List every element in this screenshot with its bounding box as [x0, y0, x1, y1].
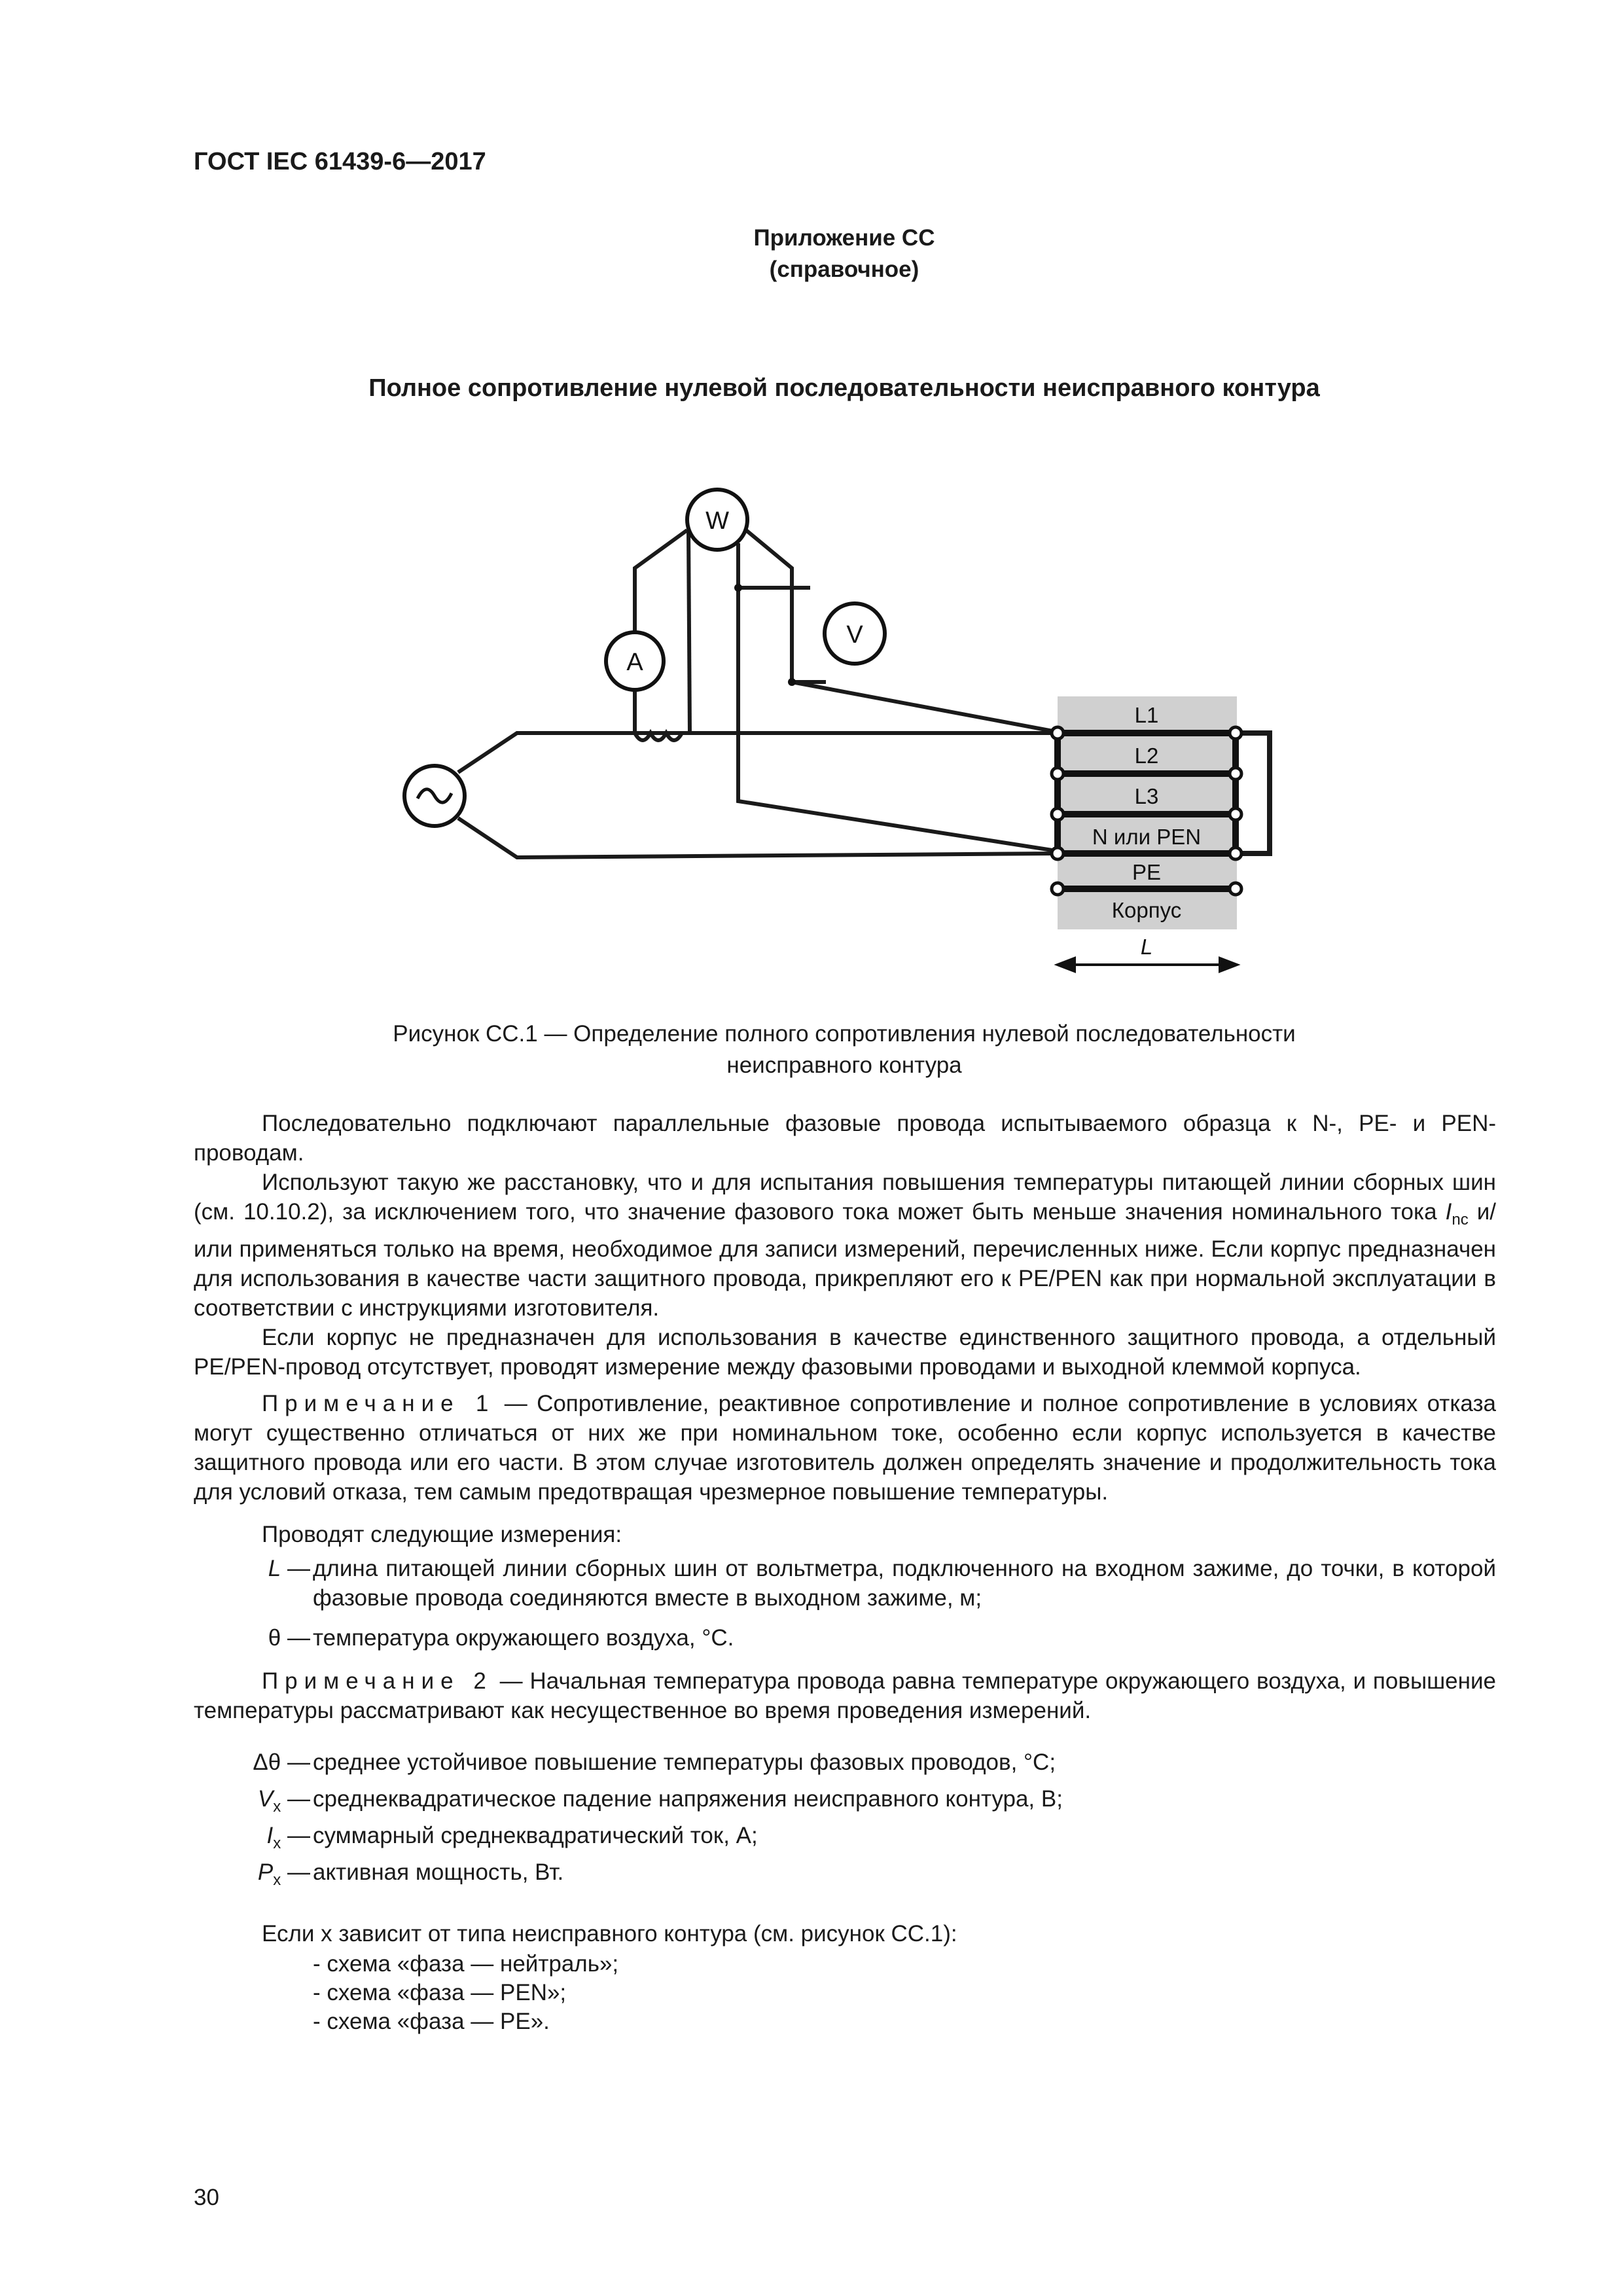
- note-2: [194, 1666, 1496, 1725]
- page-number: 30: [194, 2185, 219, 2210]
- def-symbol-delta-theta: Δθ: [253, 1749, 281, 1775]
- conductor-label-l1: L1: [1134, 703, 1159, 727]
- def-symbol-l: L: [268, 1556, 281, 1581]
- def-symbol-theta: θ: [268, 1625, 281, 1651]
- list-intro-text: Если x зависит от типа неисправного контура (см. рисунок CC.1):: [262, 1921, 957, 1946]
- junction-dot-w: [734, 584, 742, 592]
- length-dimension-arrow: [1058, 958, 1237, 971]
- def-text-theta: температура окружающего воздуха, °С.: [313, 1625, 734, 1651]
- def-subscript-x: x: [273, 1835, 281, 1852]
- figure-caption-line2: неисправного контура: [726, 1052, 962, 1078]
- voltage-lead-to-l1: [792, 682, 1056, 732]
- def-subscript-x: x: [273, 1798, 281, 1816]
- list-item: - схема «фаза — PEN»;: [313, 1980, 567, 2005]
- def-subscript-x: x: [273, 1871, 281, 1889]
- conductor-label-pe: PE: [1132, 860, 1162, 884]
- def-dash: —: [281, 1625, 310, 1651]
- junction-dot-v: [788, 678, 796, 686]
- def-dash: —: [281, 1859, 310, 1885]
- def-symbol-v: V: [257, 1786, 274, 1812]
- note-1: [194, 1389, 1496, 1507]
- ammeter-label: A: [626, 649, 643, 676]
- note-1-text: — Сопротивление, реактивное сопротивление и полное сопротивление в условиях отказа могут существенно отличаться от них же при номинальном токе, особенно если корпус используется в качестве защитного провода или его части. В этом случае изготовитель должен определять значение и продолжительность тока для условий отказа, тем самым предотвращая чрезмерное повышение температуры.: [194, 1391, 1496, 1505]
- wattmeter-label: W: [705, 507, 729, 535]
- appendix-title: Полное сопротивление нулевой последовательности неисправного контура: [368, 374, 1320, 402]
- list-intro: [194, 1919, 1496, 1948]
- def-dash: —: [281, 1749, 310, 1775]
- note-2-label: Примечание 2: [262, 1668, 493, 1694]
- def-dash: —: [281, 1786, 310, 1812]
- test-circuit-figure: [0, 0, 1623, 1021]
- rated-current-symbol: I: [1445, 1199, 1452, 1225]
- paragraph-2-start: Используют такую же расстановку, что и для испытания повышения температуры питающей линии сборных шин (см. 10.10.2), за исключением того, что значение фазового тока может быть меньше значения номинального тока: [194, 1170, 1496, 1225]
- wattmeter-lead-right: [746, 530, 826, 682]
- document-code: ГОСТ IEC 61439-6—2017: [194, 148, 486, 175]
- voltmeter-label: V: [846, 621, 863, 649]
- figure-caption: [196, 1018, 1492, 1081]
- list-item: - схема «фаза — нейтраль»;: [313, 1951, 619, 1977]
- paragraph-1: Последовательно подключают параллельные фазовые провода испытываемого образца к N-, PE- и PEN-проводам.: [194, 1111, 1496, 1166]
- def-text-p: активная мощность, Вт.: [313, 1859, 564, 1885]
- measurements-intro-text: Проводят следующие измерения:: [262, 1522, 622, 1547]
- def-text-delta-theta: среднее устойчивое повышение температуры фазовых проводов, °С;: [313, 1749, 1056, 1775]
- definition-length: [194, 1554, 1496, 1613]
- paragraph-3: Если корпус не предназначен для использования в качестве единственного защитного провода, а отдельный PE/PEN-провод отсутствует, проводят измерение между фазовыми проводами и выходной клеммой корпуса.: [194, 1325, 1496, 1380]
- figure-caption-line1: Рисунок CC.1 — Определение полного сопротивления нулевой последовательности: [393, 1021, 1296, 1047]
- appendix-name: Приложение CC: [753, 225, 935, 251]
- paragraph-2-end: и/или применяться только на время, необходимое для записи измерений, перечисленных ниже. Если корпус предназначен для использования в качестве части защитного провода, прикрепляют его к PE/PEN как при нормальной эксплуатации в соответствии с инструкциями изготовителя.: [194, 1199, 1497, 1321]
- paragraph-2: [194, 1168, 1496, 1323]
- length-label: L: [1140, 935, 1153, 959]
- body-paragraphs: [194, 1109, 1496, 1382]
- measurements-intro: [194, 1520, 1496, 1549]
- shorting-bar: [1236, 733, 1270, 853]
- def-dash: —: [281, 1823, 310, 1848]
- wattmeter-lead-left: [635, 530, 687, 634]
- def-symbol-i: I: [266, 1823, 274, 1848]
- conductor-label-l2: L2: [1134, 744, 1159, 768]
- conductor-label-n-pen: N или PEN: [1092, 825, 1202, 849]
- note-2-text: — Начальная температура провода равна температуре окружающего воздуха, и повышение температуры рассматривают как несущественное во время проведения измерений.: [194, 1668, 1496, 1723]
- conductor-label-enclosure: Корпус: [1111, 898, 1182, 922]
- wattmeter-current-lead: [688, 530, 690, 733]
- def-text-l: длина питающей линии сборных шин от вольтметра, подключенного на входном зажиме, до точки, в которой фазовые провода соединяются вместе в выходном зажиме, м;: [313, 1556, 1496, 1611]
- conductor-label-l3: L3: [1134, 784, 1159, 808]
- list-item: - схема «фаза — PE».: [313, 2009, 550, 2034]
- def-text-v: среднеквадратическое падение напряжения неисправного контура, В;: [313, 1786, 1063, 1812]
- rated-current-subscript: nc: [1452, 1211, 1469, 1229]
- supply-wire-top: [458, 733, 1056, 772]
- appendix-type: (справочное): [769, 257, 919, 282]
- note-1-label: Примечание 1: [262, 1391, 495, 1416]
- def-symbol-p: P: [257, 1859, 274, 1885]
- def-text-i: суммарный среднеквадратический ток, А;: [313, 1823, 758, 1848]
- def-dash: —: [281, 1556, 310, 1581]
